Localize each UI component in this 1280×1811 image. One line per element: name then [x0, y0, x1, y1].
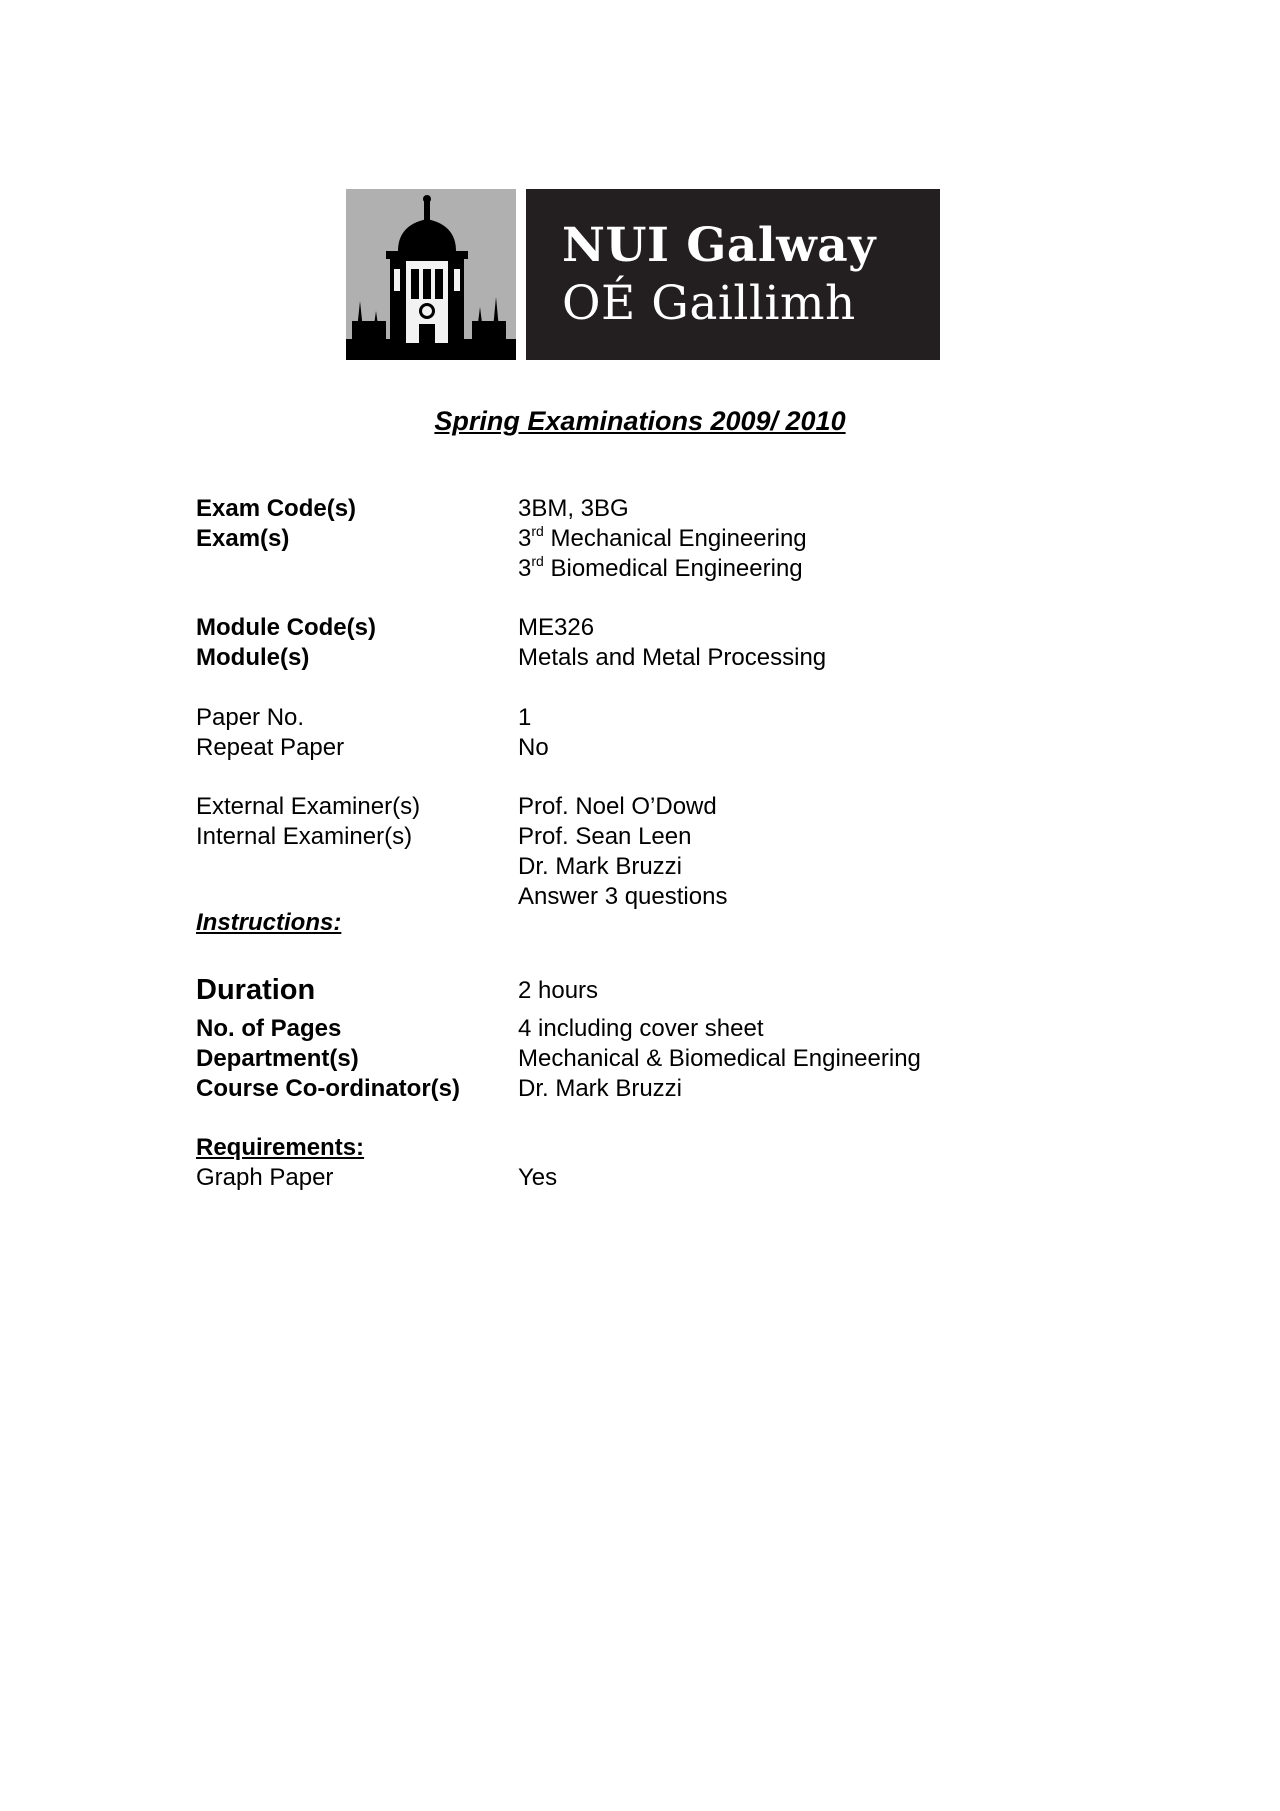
exam-codes-label: Exam Code(s): [196, 495, 357, 522]
repeat-paper-value: No: [518, 734, 549, 761]
exams-row-2: [0, 554, 1280, 584]
exam-ordinal: 3: [518, 555, 532, 582]
duration-label: Duration: [196, 974, 316, 1006]
external-examiners-label: External Examiner(s): [196, 793, 421, 820]
external-examiners-row: [0, 792, 1280, 822]
logo-line-irish: OÉ Gaillimh: [562, 276, 856, 331]
external-examiners-value: Prof. Noel O’Dowd: [518, 793, 717, 820]
coordinators-row: [0, 1074, 1280, 1104]
module-codes-row: [0, 613, 1280, 643]
coordinators-label: Course Co-ordinator(s): [196, 1075, 460, 1102]
module-codes-value: ME326: [518, 614, 595, 641]
graph-paper-value: Yes: [518, 1164, 558, 1191]
exam-ordinal-suffix: rd: [531, 553, 544, 569]
coordinators-value: Dr. Mark Bruzzi: [518, 1075, 683, 1102]
paper-no-row: [0, 703, 1280, 733]
logo-wordmark: [526, 189, 940, 360]
exam-codes-value: 3BM, 3BG: [518, 495, 629, 522]
exam-codes-row: [0, 494, 1280, 524]
duration-value: 2 hours: [518, 977, 599, 1004]
internal-examiners-label: Internal Examiner(s): [196, 823, 413, 850]
pages-row: [0, 1014, 1280, 1044]
exams-label: Exam(s): [196, 525, 290, 552]
departments-value: Mechanical & Biomedical Engineering: [518, 1045, 921, 1072]
modules-label: Module(s): [196, 644, 310, 671]
instructions-label: Instructions:: [196, 909, 342, 936]
page-title: Spring Examinations 2009/ 2010: [434, 406, 846, 436]
pages-label: No. of Pages: [196, 1015, 342, 1042]
repeat-paper-label: Repeat Paper: [196, 734, 345, 761]
paper-no-value: 1: [518, 704, 532, 731]
logo-line-english: NUI Galway: [562, 218, 876, 273]
instructions-value: Answer 3 questions: [518, 883, 728, 910]
requirements-label: Requirements:: [196, 1134, 365, 1161]
exam-name: Mechanical Engineering: [550, 525, 807, 552]
pages-value: 4 including cover sheet: [518, 1015, 764, 1042]
module-codes-label: Module Code(s): [196, 614, 376, 641]
instructions-heading-row: [0, 908, 1280, 938]
repeat-paper-row: [0, 733, 1280, 763]
internal-examiners-row-1: [0, 822, 1280, 852]
exam-entry: [518, 524, 807, 554]
graph-paper-label: Graph Paper: [196, 1164, 334, 1191]
exam-name: Biomedical Engineering: [550, 555, 803, 582]
exam-ordinal-suffix: rd: [531, 523, 544, 539]
internal-examiner-entry: Dr. Mark Bruzzi: [518, 853, 683, 880]
graph-paper-row: [0, 1163, 1280, 1193]
modules-row: [0, 643, 1280, 673]
exam-ordinal: 3: [518, 525, 532, 552]
departments-label: Department(s): [196, 1045, 359, 1072]
internal-examiner-entry: Prof. Sean Leen: [518, 823, 692, 850]
modules-value: Metals and Metal Processing: [518, 644, 827, 671]
paper-no-label: Paper No.: [196, 704, 305, 731]
requirements-heading-row: [0, 1133, 1280, 1163]
duration-row: [0, 972, 1280, 1008]
internal-examiners-row-2: [0, 852, 1280, 882]
exams-row-1: [0, 524, 1280, 554]
exam-entry: [518, 554, 803, 584]
university-logo: [346, 189, 940, 360]
clock-tower-emblem: [346, 189, 516, 360]
departments-row: [0, 1044, 1280, 1074]
